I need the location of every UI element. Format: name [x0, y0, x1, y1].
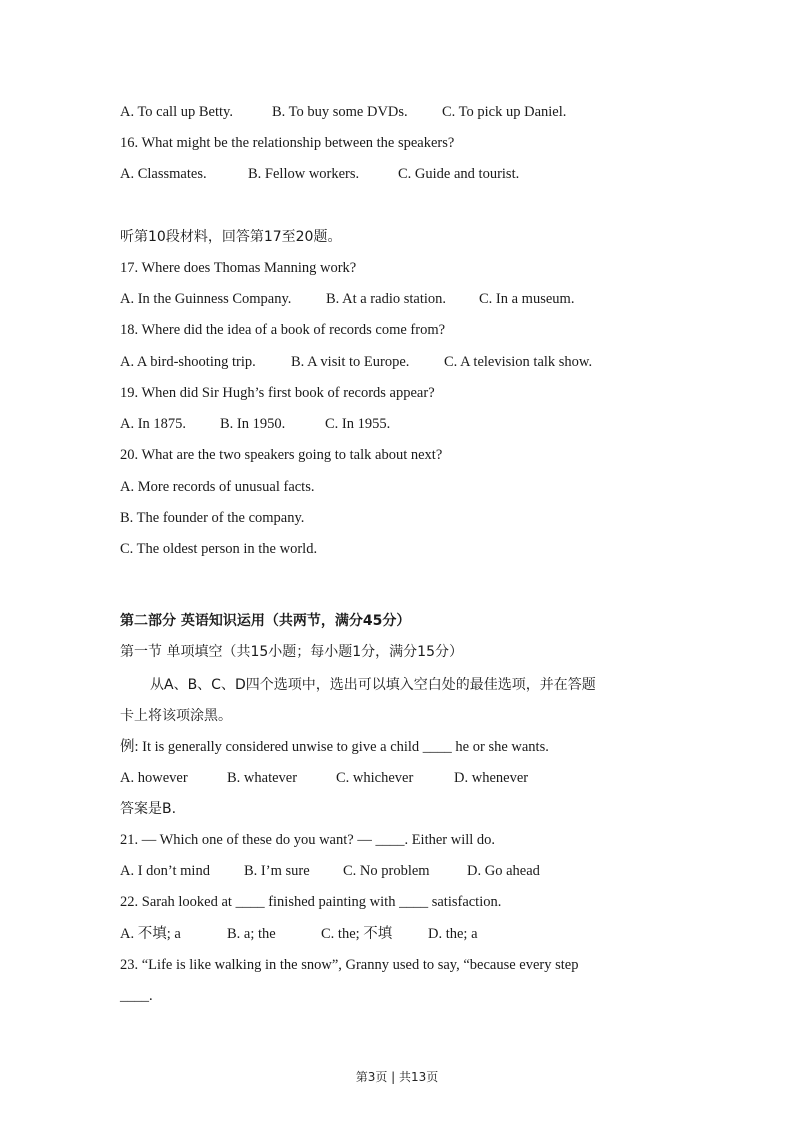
q18-options: [120, 352, 592, 372]
option-a: A. 不填; a: [120, 926, 181, 942]
option-d: D. Go ahead: [467, 863, 540, 879]
option-a: A. I don’t mind: [120, 863, 210, 879]
question-17: 17. Where does Thomas Manning work?: [120, 260, 357, 276]
q20-option-a: A. More records of unusual facts.: [120, 479, 315, 495]
option-c: C. Guide and tourist.: [398, 166, 520, 182]
option-c: C. In a museum.: [479, 291, 575, 307]
option-a: A. In the Guinness Company.: [120, 291, 292, 307]
option-b: B. At a radio station.: [326, 291, 447, 307]
q20-option-c: C. The oldest person in the world.: [120, 541, 318, 557]
q15-options: [120, 102, 566, 122]
question-23: 23. “Life is like walking in the snow”, Granny used to say, “because every step: [120, 957, 579, 973]
q16-options: [120, 164, 519, 184]
question-20: 20. What are the two speakers going to talk about next?: [120, 447, 443, 463]
option-c: C. the; 不填: [321, 926, 393, 942]
question-19: 19. When did Sir Hugh’s first book of records appear?: [120, 385, 435, 401]
q21-options: [120, 861, 540, 881]
question-16: 16. What might be the relationship between the speakers?: [120, 135, 455, 151]
option-b: B. In 1950.: [220, 416, 286, 432]
option-b: B. whatever: [227, 770, 298, 786]
part-2-title: 第二部分 英语知识运用（共两节，满分45分）: [120, 613, 411, 629]
q22-options: [120, 924, 478, 944]
option-b: B. To buy some DVDs.: [272, 104, 408, 120]
question-23-continued: ____.: [120, 988, 153, 1004]
option-d: D. whenever: [454, 770, 529, 786]
q20-option-b: B. The founder of the company.: [120, 510, 305, 526]
example-question: 例: It is generally considered unwise to give a child ____ he or she wants.: [120, 739, 549, 755]
q19-options: [120, 414, 390, 434]
option-c: C. No problem: [343, 863, 430, 879]
question-18: 18. Where did the idea of a book of records come from?: [120, 322, 446, 338]
question-22: 22. Sarah looked at ____ finished painting with ____ satisfaction.: [120, 894, 502, 910]
page-footer: 第3页 | 共13页: [355, 1070, 439, 1084]
section-10-heading: 听第10段材料，回答第17至20题。: [120, 229, 342, 245]
instruction-line-2: 卡上将该项涂黑。: [120, 708, 232, 724]
option-b: B. a; the: [227, 926, 276, 942]
option-a: A. however: [120, 770, 188, 786]
option-d: D. the; a: [428, 926, 478, 942]
option-b: B. Fellow workers.: [248, 166, 360, 182]
option-a: A. A bird-shooting trip.: [120, 354, 256, 370]
option-c: C. In 1955.: [325, 416, 391, 432]
option-a: A. Classmates.: [120, 166, 207, 182]
example-options: [120, 768, 528, 788]
option-b: B. A visit to Europe.: [291, 354, 410, 370]
option-c: C. whichever: [336, 770, 414, 786]
instruction-line-1: 从A、B、C、D四个选项中，选出可以填入空白处的最佳选项，并在答题: [150, 677, 596, 693]
option-c: C. A television talk show.: [444, 354, 593, 370]
question-21: 21. — Which one of these do you want? — ____. Either will do.: [120, 832, 496, 848]
example-answer: 答案是B.: [120, 801, 177, 817]
section-1-title: 第一节 单项填空（共15小题；每小题1分，满分15分）: [120, 644, 463, 660]
q17-options: [120, 289, 574, 309]
option-b: B. I’m sure: [244, 863, 310, 879]
option-c: C. To pick up Daniel.: [442, 104, 567, 120]
option-a: A. In 1875.: [120, 416, 187, 432]
option-a: A. To call up Betty.: [120, 104, 233, 120]
